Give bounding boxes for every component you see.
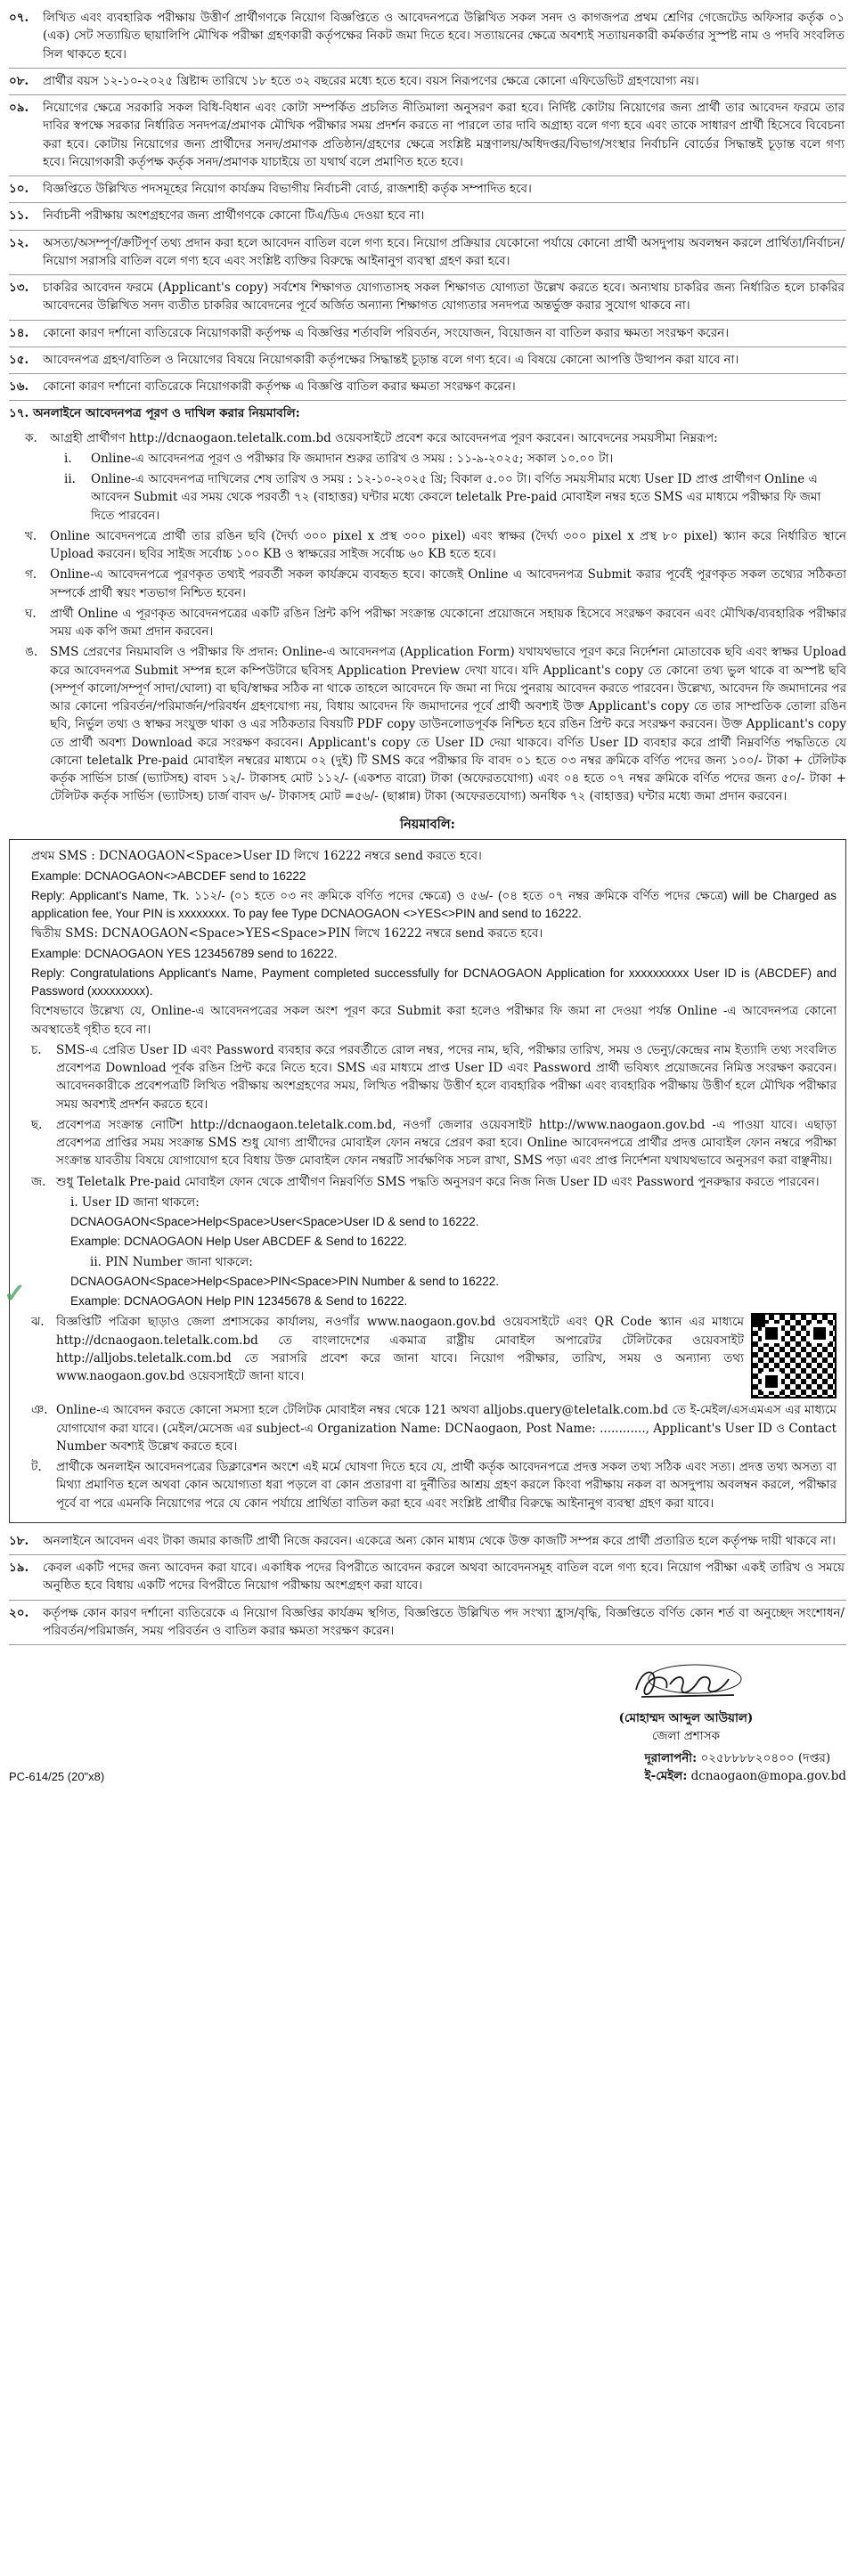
notice-item <box>9 1528 846 1555</box>
notice-item <box>9 5 846 69</box>
rules-title: নিয়মাবলি: <box>400 816 455 832</box>
notice-item <box>9 203 846 230</box>
notice-item-number: ১৫. <box>9 352 29 367</box>
notice-item-number: ১২. <box>9 235 29 250</box>
notice-item <box>9 374 846 401</box>
notice-item-number: ১৮. <box>9 1533 29 1548</box>
notice-item <box>9 176 846 203</box>
sub-jha-text: বিজ্ঞপ্তিটি পত্রিকা ছাড়াও জেলা প্রশাসকের কার্যালয়, নওগাঁর www.naogaon.gov.bd ওয়েবসাইটে এবং QR Code স্ক্যান এর মাধ্যমে http://dcnaogaon.teletalk.com.bd তে বাংলাদেশের একমাত্র রাষ্ট্রীয় মোবাইল অপারেটর টেলিটকের ওয়েবসাইট http://alljobs.teletalk.com.bd তে সরাসরি প্রবেশ করে জানা যাবে। নিয়োগ পরীক্ষার, তারিখ, সময় ও অন্যান্য তথ্য www.naogaon.gov.bd ওয়েবসাইটে জানা যাবে। <box>56 1315 744 1383</box>
notice-item-text: কেবল একটি পদের জন্য আবেদন করা যাবে। একাধিক পদের বিপরীতে আবেদন করলে অথবা আবেদনসমূহ বাতিল বলে গণ্য হবে। নিয়োগ পরীক্ষা একই তারিখ ও সময়ে অনুষ্ঠিত হবে বিধায় একটি পদের বিপরীতে নিয়োগ পরীক্ষায় অংশগ্রহণ করা যাবে। <box>43 1561 845 1594</box>
sub-ka <box>25 429 846 447</box>
ja-i-heading: i. User ID জানা থাকলে: <box>70 1194 200 1210</box>
notice-item <box>9 69 846 95</box>
publication-code: PC-614/25 (20"x8) <box>9 1769 105 1783</box>
notice-item <box>9 95 846 176</box>
notice-item <box>9 1555 846 1601</box>
sub-ga-text: Online-এ আবেদনপত্রে পূরণকৃত তথ্যই পরবর্তী সকল কার্যক্রমে ব্যবহৃত হবে। কাজেই Online এ আবেদনপত্র Submit করার পূর্বেই পূরণকৃত সকল তথ্যের সঠিকতা সম্পর্কে প্রার্থী স্বয়ং শতভাগ নিশ্চিত হবেন। <box>50 567 846 600</box>
contact-info <box>645 1749 846 1786</box>
second-sms-example: Example: DCNAOGAON YES 123456789 send to 16222. <box>31 946 338 960</box>
notice-item-text: বিজ্ঞপ্তিতে উল্লিখিত পদসমূহের নিয়োগ কার্যক্রম বিভাগীয় নির্বাচনী বোর্ড, রাজশাহী কর্তৃক সম্পাদিত হবে। <box>43 182 532 196</box>
notice-item-number: ০৭. <box>9 11 29 25</box>
sub-ga <box>25 566 846 602</box>
watermark-logo: ✓ <box>4 1279 27 1308</box>
notice-item <box>9 231 846 276</box>
notice-item-text: অনলাইনে আবেদন এবং টাকা জমার কাজটি প্রার্থী নিজে করবেন। একেত্রে অন্য কোন মাধ্যম থেকে উক্ত কাজটি সম্পন্ন করে প্রার্থী প্রতারিত হলে কর্তৃপক্ষ দায়ী থাকবে না। <box>43 1533 836 1548</box>
ja-ii-command: DCNAOGAON<Space>Help<Space>PIN<Space>PIN Number & send to 16222. <box>70 1274 500 1288</box>
email-line <box>645 1767 846 1785</box>
notice-item-text: প্রার্থীর বয়স ১২-১০-২০২৫ খ্রিষ্টাব্দ তারিখে ১৮ হতে ৩২ বছরের মধ্যে হতে হবে। বয়স নিরূপণের ক্ষেত্রে কোনো এফিডেভিট গ্রহণযোগ্য নয়। <box>43 73 699 88</box>
sub-ta <box>31 1458 837 1512</box>
notice-item <box>9 275 846 321</box>
ja-ii-example: Example: DCNAOGAON Help PIN 12345678 & Send to 16222. <box>70 1294 408 1308</box>
sub-gha-label: ঘ. <box>25 606 37 621</box>
notice-item-number: ২০. <box>9 1605 29 1620</box>
sub-kha-label: খ. <box>25 528 37 543</box>
signature-inner <box>526 1658 846 1746</box>
handwritten-signature <box>624 1658 748 1708</box>
payment-note: বিশেষভাবে উল্লেখ্য যে, Online-এ আবেদনপত্রের সকল অংশ পূরণ করে Submit করা হলেও পরীক্ষার ফি জমা না দেওয়া পর্যন্ত Online -এ আবেদনপত্র কোনো অবস্থাতেই গৃহীত হবে না। <box>31 1004 837 1037</box>
notice-item-text: কোনো কারণ দর্শানো ব্যতিরেকে নিয়োগকারী কর্তৃপক্ষ এ বিজ্ঞপ্তি বাতিল করার ক্ষমতা সংরক্ষণ করেন। <box>43 379 516 394</box>
sub-nya-text: Online-এ আবেদন করতে কোনো সমস্যা হলে টেলিটক মোবাইল নম্বর থেকে 121 অথবা alljobs.query@teletalk.com.bd তে ই-মেইল/এসএমএস এর মাধ্যমে যোগাযোগ করা যাবে। (মেইল/মেসেজ এর subject-এ Organization Name: DCNaogaon, Post Name: ............, Applicant's User ID ও Contact Number অবশ্যই উল্লেখ করতে হবে। <box>56 1403 837 1454</box>
sub-ka-i-text: Online-এ আবেদনপত্র পূরণ ও পরীক্ষার ফি জমাদান শুরুর তারিখ ও সময় : ১১-৯-২০২৫; সকাল ১০.০০ টা। <box>91 451 614 466</box>
sub-ka-ii-label: ii. <box>64 472 76 486</box>
sub-jha <box>31 1313 837 1398</box>
notice-item-text: অসত্য/অসম্পূর্ণ/ক্রটিপূর্ণ তথ্য প্রদান করা হলে আবেদন বাতিল বলে গণ্য হবে। নিয়োগ প্রক্রিয়ার যেকোনো পর্যায়ে কোনো প্রার্থী অসদুপায় অবলম্বন করলে প্রার্থিতা/নির্বাচন/নিয়োগ সরাসরি বাতিল বলে গণ্য হবে এবং সংশ্লিষ্ট ব্যক্তির বিরুদ্ধে আইনানুগ ব্যবস্থা গ্রহণ করা হবে। <box>43 235 845 268</box>
notice-item-number: ১৩. <box>9 281 29 295</box>
second-sms-instruction: দ্বিতীয় SMS: DCNAOGAON<Space>YES<Space>PIN লিখে 16222 নম্বরে send করতে হবে। <box>31 926 543 942</box>
signatory-title: জেলা প্রশাসক <box>651 1729 721 1744</box>
sub-chha <box>31 1116 837 1170</box>
sub-ja <box>31 1173 837 1191</box>
first-sms-instruction: প্রথম SMS : DCNAOGAON<Space>User ID লিখে 16222 নম্বরে send করতে হবে। <box>31 849 482 864</box>
notice-item-number: ০৮. <box>9 73 29 88</box>
sub-kha <box>25 527 846 564</box>
section-17-head <box>9 401 846 426</box>
phone-line <box>645 1749 846 1767</box>
email-label: ই-মেইল: <box>644 1768 688 1783</box>
phone-value: ০২৫৮৮৮৮২০৪০০ (দপ্তর) <box>700 1750 831 1765</box>
notice-item <box>9 321 846 347</box>
sub-jha-label: ঝ. <box>31 1315 45 1330</box>
rules-box <box>9 839 846 1523</box>
section-17-title: অনলাইনে আবেদনপত্র পূরণ ও দাখিল করার নিয়মাবলি: <box>32 406 300 421</box>
notice-item-number: ১৬. <box>9 379 29 394</box>
sub-gha <box>25 605 846 641</box>
sub-uma-label: ঙ. <box>25 645 38 660</box>
sub-chha-text: প্রবেশপত্র সংক্রান্ত নোটিশ http://dcnaogaon.teletalk.com.bd, নওগাঁ জেলার ওয়েবসাইট http://www.naogaon.gov.bd -এ পাওয়া যাবে। এছাড়া প্রবেশপত্র প্রাপ্তির সময় সংক্রান্ত SMS শুধু যোগ্য প্রার্থীদের মোবাইল ফোন নম্বরে প্রেরণ করা হবে। Online আবেদনপত্রে প্রার্থীর প্রদত্ত মোবাইল ফোন নম্বরে পরীক্ষা সংক্রান্ত যাবতীয় বিষয়ে যোগাযোগ হবে বিধায় উক্ত মোবাইল ফোন নম্বরটি সার্বক্ষণিক সচল রাখা, SMS পড়া এবং প্রাপ্ত নির্দেশনা যথাযথভাবে অনুসরণ করা বাঞ্ছনীয়। <box>56 1117 837 1169</box>
qr-code-icon[interactable] <box>751 1313 837 1398</box>
email-value[interactable]: dcnaogaon@mopa.gov.bd <box>690 1768 846 1783</box>
sub-chha-label: ছ. <box>31 1117 43 1132</box>
notice-item-number: ১০. <box>9 182 29 196</box>
sub-cha-text: SMS-এ প্রেরিত User ID এবং Password ব্যবহার করে পরবর্তীতে রোল নম্বর, পদের নাম, ছবি, পরীক্ষার তারিখ, সময় ও ভেন্যু/কেন্দ্রের নাম ইত্যাদি তথ্য সংবলিত প্রবেশপত্র Download পূর্বক রঙিন প্রিন্ট করে নিতে হবে। SMS এর মাধ্যমে প্রাপ্ত User ID এবং Password প্রার্থী ভবিষ্যৎ প্রয়োজনের নিমিত্ত সংরক্ষণ করবেন। আবেদনকারীকে প্রবেশপত্রটি লিখিত পরীক্ষায় অংশগ্রহণের সময়, লিখিত পরীক্ষায় উত্তীর্ণ হলে ব্যবহারিক পরীক্ষা এবং ব্যবহারিক পরীক্ষায় উত্তীর্ণ হলে মৌখিক পরীক্ষার সময় অবশ্যই প্রদর্শন করতে হবে। <box>56 1042 837 1112</box>
footer-row <box>9 1749 846 1786</box>
sub-ka-text: আগ্রহী প্রার্থীগণ http://dcnaogaon.teletalk.com.bd ওয়েবসাইটে প্রবেশ করে আবেদনপত্র পূরণ করবেন। আবেদনের সময়সীমা নিম্নরূপ: <box>50 430 718 445</box>
phone-label: দূরালাপনী: <box>644 1750 698 1765</box>
sub-cha-label: চ. <box>31 1042 42 1057</box>
ja-i-example: Example: DCNAOGAON Help User ABCDEF & Send to 16222. <box>70 1235 408 1249</box>
notice-item-text: আবেদনপত্র গ্রহণ/বাতিল ও নিয়োগের বিষয়ে নিয়োগকারী কর্তৃপক্ষের সিদ্ধান্তই চূড়ান্ত বলে গণ্য হবে। এ বিষয়ে কোনো আপত্তি উত্থাপন করা যাবে না। <box>43 352 739 367</box>
items-bottom <box>9 1528 846 1645</box>
sub-uma <box>25 643 846 805</box>
sub-ta-text: প্রার্থীকে অনলাইন আবেদনপত্রের ডিক্লারেশন অংশে এই মর্মে ঘোষণা দিতে হবে যে, প্রার্থী কর্তৃক আবেদনপত্রে প্রদত্ত সকল তথ্য সঠিক এবং সত্য। প্রদত্ত তথ্য অসত্য বা মিথ্যা প্রমাণিত হলে অথবা কোন অযোগ্যতা ধরা পড়লে বা কোন প্রতারণা বা দুর্নীতির আশ্রয় গ্রহণ করলে কিংবা পরীক্ষায় নকল বা অসদুপায় অবলম্বন করলে, পরীক্ষার পূর্বে বা পরে এমনকি নিয়োগের পরে যে কোন পর্যায়ে প্রার্থিতা বাতিল করা হবে এবং সংশ্লিষ্ট প্রার্থীর বিরুদ্ধে আইনানুগ ব্যবস্থা গ্রহণ করা যাবে। <box>56 1460 837 1511</box>
sub-ta-label: ট. <box>31 1460 42 1474</box>
first-sms-reply: Reply: Applicant's Name, Tk. ১১২/- (০১ হতে ০৩ নং ক্রমিকে বর্ণিত পদের ক্ষেত্রে) ও ৫৬/- (০৪ হতে ০৭ নম্বর ক্রমিকে বর্ণিত পদের ক্ষেত্রে) will be Charged as application fee, Your PIN is xxxxxxxx. To pay fee Type DCNAOGAON <>YES<>PIN and send to 16222. <box>31 888 837 920</box>
section-17 <box>9 401 846 805</box>
sub-ja-text: শুধু Teletalk Pre-paid মোবাইল ফোন থেকে প্রার্থীগণ নিম্নবর্ণিত SMS পদ্ধতি অনুসরণ করে নিজ নিজ User ID এবং Password পুনরুদ্ধার করতে পারবেন। <box>56 1174 820 1189</box>
notice-item-text: চাকরির আবেদন ফরমে (Applicant's copy) সর্বশেষ শিক্ষাগত যোগ্যতাসহ সকল শিক্ষাগত যোগ্যতা উল্লেখ করতে হবে। অন্যথায় চাকরির জন্য নির্ধারিত হলে চাকরির আবেদনের উল্লিখিত সনদ ব্যতীত চাকরির আবেদনের পূর্বে অর্জিত অন্যান্য শিক্ষাগত যোগ্যতার সনদপত্র অন্তর্ভুক্ত করার সুযোগ থাকবে না। <box>43 281 845 314</box>
sub-nya-label: ঞ. <box>31 1403 48 1418</box>
sub-uma-text: SMS প্রেরণের নিয়মাবলি ও পরীক্ষার ফি প্রদান: Online-এ আবেদনপত্র (Application Form) যথাযথভাবে পূরণ করে নির্দেশনা মোতাবেক ছবি এবং স্বাক্ষর Upload করে আবেদনপত্র Submit সম্পন্ন হলে কম্পিউটারে ছবিসহ Application Preview দেখা যাবে। যদি Applicant's copy তে কোনো তথ্য ভুল থাকে বা অস্পষ্ট ছবি (সম্পূর্ণ কালো/সম্পূর্ণ সাদা/ঘোলা) বা ছবি/স্বাক্ষর সঠিক না থাকে তাহলে আবেদনে ফি জমা না দিয়ে পুনরায় আবেদন করতে পারবেন। উল্লেখ্য, আবেদন ফি জমাদানের পর আর কোনো পরিবর্তন/পরিমার্জন/পরিবর্ধন গ্রহণযোগ্য নয়, বিধায় আবেদন ফি জমাদানের পূর্বে প্রার্থী অবশ্যই উক্ত Applicant's copy তে তার সাম্প্রতিক তোলা রঙিন ছবি, নির্ভুল তথ্য ও স্বাক্ষর সংযুক্ত থাকা ও এর সঠিকতার বিষয়টি PDF copy ডাউনলোডপূর্বক নিশ্চিত হবে রঙিন প্রিন্ট করে সংরক্ষণ করবেন। উক্ত Applicant's copy তে প্রার্থী অবশ্য Download করে সংরক্ষণ করবেন। Applicant's copy তে User ID দেয়া থাকবে। বর্ণিত User ID ব্যবহার করে প্রার্থী নিম্নবর্ণিত পদ্ধতিতে যে কোনো teletalk Pre-paid মোবাইল নম্বরের মাধ্যমে ০২ (দুই) টি SMS করে পরীক্ষার ফি বাবদ ০১ হতে ০৩ নম্বর ক্রমিকে বর্ণিত পদের জন্য ১০০/- টাকা + টেলিটক কর্তৃক সার্ভিস চার্জ (ভ্যাটসহ) বাবদ ১২/- টাকাসহ মোট ১১২/- (একশত বারো) টাকা (অফেরতযোগ্য) এবং ০৪ হতে ০৭ নম্বর ক্রমিকে বর্ণিত পদের জন্য ৫০/- টাকা + টেলিটক কর্তৃক সার্ভিস (ভ্যাটসহ) চার্জ বাবদ ৬/- টাকাসহ মোট =৫৬/- (ছাপ্পান্ন) টাকা (অফেরতযোগ্য) অনধিক ৭২ (বাহাত্তর) ঘন্টার মধ্যে জমা প্রদান করবেন। <box>50 645 846 804</box>
first-sms-example: Example: DCNAOGAON<>ABCDEF send to 16222 <box>31 868 306 883</box>
signature-block <box>9 1658 846 1746</box>
ja-i-command: DCNAOGAON<Space>Help<Space>User<Space>User ID & send to 16222. <box>70 1215 479 1228</box>
notice-item-number: ০৯. <box>9 101 29 115</box>
notice-item-text: লিখিত এবং ব্যবহারিক পরীক্ষায় উত্তীর্ণ প্রার্থীগণকে নিয়োগ বিজ্ঞপ্তিতে ও আবেদনপত্রে উল্লিখিত সকল সনদ ও কাগজপত্র প্রথম শ্রেণির গেজেটেড অফিসার কর্তৃক ০১ (এক) সেট সত্যায়িত ছায়ালিপি মৌখিক পরীক্ষা গ্রহণকারী কর্তৃপক্ষের নিকট জমা দিতে হবে। সত্যায়নের ক্ষেত্রে অবশ্যই সত্যায়নকারী কর্মকর্তার সুস্পষ্ট নাম ও পদবি সংবলিত সিল থাকতে হবে। <box>43 11 845 61</box>
sub-ka-label: ক. <box>25 430 37 445</box>
sub-ka-ii <box>64 470 846 525</box>
notice-item-text: কোনো কারণ দর্শানো ব্যতিরেকে নিয়োগকারী কর্তৃপক্ষ এ বিজ্ঞপ্তির শর্তাবলি পরিবর্তন, সংযোজন, বিয়োজন বা বাতিল করার ক্ষমতা সংরক্ষণ করেন। <box>43 325 730 340</box>
section-17-num: ১৭. <box>9 406 29 421</box>
sub-gha-text: প্রার্থী Online এ পূরণকৃত আবেদনপত্রের একটি রঙিন প্রিন্ট কপি পরীক্ষা সংক্রান্ত যেকোনো প্রয়োজনে সহায়ক হিসেবে সংরক্ষণ করবেন এবং মৌখিক/ব্যবহারিক পরীক্ষার সময় এক কপি জমা প্রদান করবেন। <box>50 606 846 639</box>
notice-item <box>9 347 846 374</box>
sub-ka-ii-text: Online-এ আবেদনপত্র দাখিলের শেষ তারিখ ও সময় : ১২-১০-২০২৫ খ্রি; বিকাল ৫.০০ টা। বর্ণিত সময়সীমার মধ্যে User ID প্রাপ্ত প্রার্থীগণ Online এ আবেদন Submit এর সময় থেকে পরবর্তী ৭২ (বাহাত্তর) ঘন্টার মধ্যে কেবলে teletalk Pre-paid মোবাইল নম্বর হতে SMS এর মাধ্যমে পরীক্ষার ফি জমা দিতে পারবেন। <box>91 472 821 523</box>
items-top <box>9 5 846 401</box>
ja-ii-heading: ii. PIN Number জানা থাকলে: <box>90 1254 253 1269</box>
signatory-name: (মোহাম্মদ আব্দুল আউয়াল) <box>618 1711 754 1725</box>
sub-ka-i-label: i. <box>64 451 72 466</box>
sub-cha <box>31 1041 837 1113</box>
sub-nya <box>31 1401 837 1455</box>
notice-item <box>9 1601 846 1646</box>
notice-item-text: নির্বাচনী পরীক্ষায় অংশগ্রহণের জন্য প্রার্থীগণকে কোনো টিএ/ডিএ দেওয়া হবে না। <box>43 208 425 224</box>
sub-ka-i <box>64 450 846 468</box>
notice-item-text: কর্তৃপক্ষ কোন কারণ দর্শানো ব্যতিরেকে এ নিয়োগ বিজ্ঞপ্তির কার্যক্রম স্থগিত, বিজ্ঞপ্তিতে উল্লিখিত পদ সংখ্যা হ্রাস/বৃদ্ধি, বিজ্ঞপ্তিতে বর্ণিত কোন শর্ত বা অনুচ্ছেদ সংশোধন/পরিবর্তন/পরিমার্জন, সময় পরিবর্তন ও বাতিল করার ক্ষমতা সংরক্ষণ করেন। <box>43 1605 845 1638</box>
notice-item-text: নিয়োগের ক্ষেত্রে সরকারি সকল বিধি-বিধান এবং কোটা সম্পর্কিত প্রচলিত নীতিমালা অনুসরণ করা হবে। নির্দিষ্ট কোটায় নিয়োগের জন্য প্রার্থী তার আবেদন ফরমে তার দাবির স্বপক্ষে সরকার নির্ধারিত সনদপত্র/প্রমাণক মৌখিক পরীক্ষার সময় প্রদর্শন করতে না পারলে তার দাবি অগ্রাহ্য বলে গণ্য হবে এবং তাকে সাধারণ প্রার্থী হিসেবে বিবেচনা করা হবে। কোটায় নিয়োগের জন্য প্রার্থীদের সনদ/প্রমাণক প্রতিষ্ঠান/গ্রহণের ক্ষেত্রে সংশ্লিষ্ট মন্ত্রণালয়/অধিদপ্তর/বিভাগ/সংস্থার নির্বাচনি বোর্ডের সিদ্ধান্তই চূড়ান্ত বলে গণ্য হবে। নিয়োগকারী কর্তৃপক্ষ কর্তৃক সনদ/প্রমাণক যাচাইয়ে তা যথার্থ বলে প্রমাণিত হতে হবে। <box>43 101 845 169</box>
sub-kha-text: Online আবেদনপত্রে প্রার্থী তার রঙিন ছবি (দৈর্ঘ্য ৩০০ pixel x প্রস্থ ৩০০ pixel) এবং স্বাক্ষর (দৈর্ঘ্য ৩০০ pixel x প্রস্থ ৮০ pixel) স্ক্যান করে নির্ধারিত স্থানে Upload করবেন। ছবির সাইজ সর্বোচ্চ ১০০ KB ও স্বাক্ষরের সাইজ সর্বোচ্চ ৬০ KB হতে হবে। <box>50 528 846 561</box>
sub-ga-label: গ. <box>25 567 37 583</box>
notice-item-number: ১১. <box>9 208 29 224</box>
notice-item-number: ১৪. <box>9 325 29 340</box>
notice-item-number: ১৯. <box>9 1561 29 1575</box>
sub-ja-label: জ. <box>31 1174 46 1189</box>
second-sms-reply: Reply: Congratulations Applicant's Name, Payment completed successfully for DCNAOGAON Application for xxxxxxxxxx User ID is (ABCDEF) and Password (xxxxxxxxx). <box>31 966 837 998</box>
